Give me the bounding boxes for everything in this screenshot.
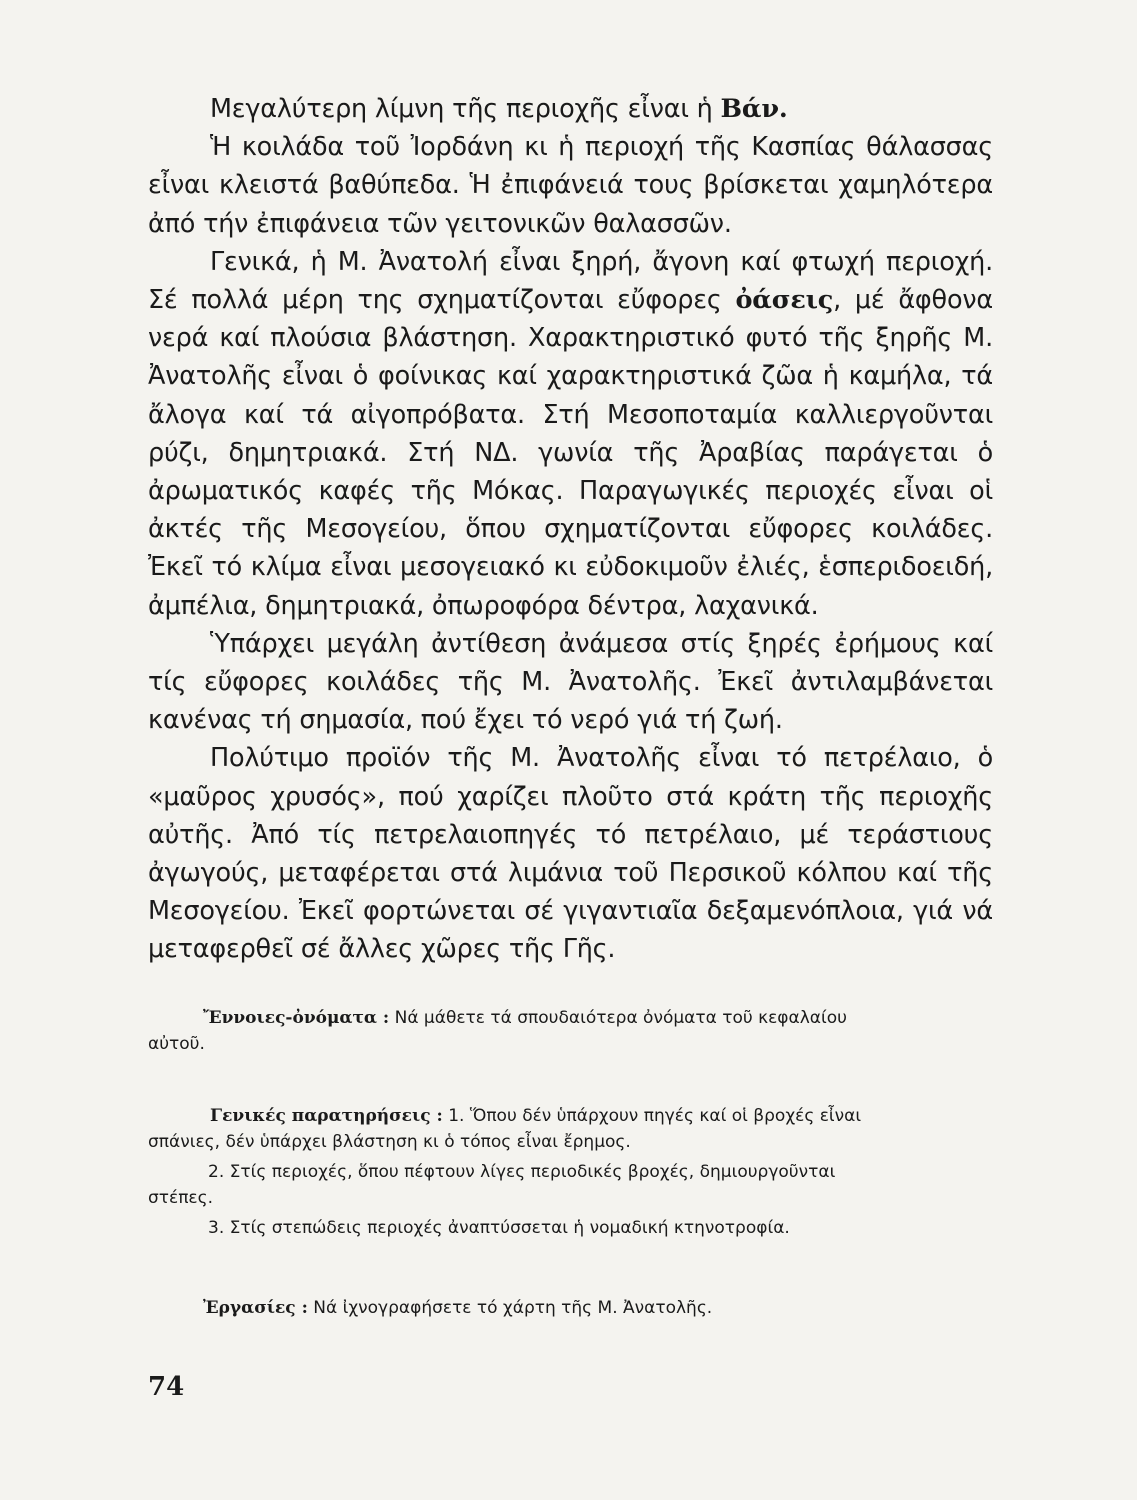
note-general-2-cont: στέπες. xyxy=(148,1188,214,1208)
paragraph-1 xyxy=(148,90,993,128)
paragraph-4: Ὑπάρχει μεγάλη ἀντίθεση ἀνάμεσα στίς ξηρές ἐρήμους καί τίς εὔφορες κοιλάδες τῆς Μ. Ἀνατολῆς. Ἐκεῖ ἀντιλαμβάνεται κανένας τή σημασία, πού ἔχει τό νερό γιά τή ζωή. xyxy=(148,628,993,736)
note-concepts xyxy=(148,1005,993,1057)
note-general-2-text: 2. Στίς περιοχές, ὅπου πέφτουν λίγες περιοδικές βροχές, δημιουργοῦνται xyxy=(208,1162,836,1182)
page-number: 74 xyxy=(148,1372,185,1402)
note-concepts-label: Ἔννοιες-ὀνόματα : xyxy=(203,1008,390,1028)
note-concepts-text: Νά μάθετε τά σπουδαιότερα ὀνόματα τοῦ κεφαλαίου xyxy=(389,1008,847,1028)
note-exercises xyxy=(203,1295,993,1321)
note-general-3: 3. Στίς στεπώδεις περιοχές ἀναπτύσσεται ἡ νομαδική κτηνοτροφία. xyxy=(208,1218,790,1238)
paragraph-2: Ἡ κοιλάδα τοῦ Ἰορδάνη κι ἡ περιοχή τῆς Κασπίας θάλασσας εἶναι κλειστά βαθύπεδα. Ἡ ἐπιφάνειά τους βρίσκεται χαμηλότερα ἀπό τήν ἐπιφάνεια τῶν γειτονικῶν θαλασσῶν. xyxy=(148,132,993,239)
bold-term-oases: ὀάσεις xyxy=(735,285,834,316)
note-exercises-text: Νά ἰχνογραφήσετε τό χάρτη τῆς Μ. Ἀνατολῆς. xyxy=(307,1298,713,1318)
note-concepts-cont: αὐτοῦ. xyxy=(148,1034,205,1054)
bold-term-van: Βάν. xyxy=(720,94,788,124)
note-general-1-cont: σπάνιες, δέν ὑπάρχει βλάστηση κι ὁ τόπος εἶναι ἔρημος. xyxy=(148,1132,631,1152)
paragraph-1-text: Μεγαλύτερη λίμνη τῆς περιοχῆς εἶναι ἡ xyxy=(210,94,721,124)
paragraph-3 xyxy=(148,243,993,625)
note-general-1-text: 1. Ὅπου δέν ὑπάρχουν πηγές καί οἱ βροχές εἶναι xyxy=(442,1106,862,1126)
note-general-label: Γενικές παρατηρήσεις : xyxy=(210,1106,443,1126)
paragraph-5: Πολύτιμο προϊόν τῆς Μ. Ἀνατολῆς εἶναι τό πετρέλαιο, ὁ «μαῦρος χρυσός», πού χαρίζει πλοῦτο στά κράτη τῆς περιοχῆς αὐτῆς. Ἀπό τίς πετρελαιοπηγές τό πετρέλαιο, μέ τεράστιους ἀγωγούς, μεταφέρεται στά λιμάνια τοῦ Περσικοῦ κόλπου καί τῆς Μεσογείου. Ἐκεῖ φορτώνεται σέ γιγαντιαῖα δεξαμενόπλοια, γιά νά μεταφερθεῖ σέ ἄλλες χῶρες τῆς Γῆς. xyxy=(148,743,993,965)
main-text xyxy=(148,90,993,969)
paragraph-3-text-a: Γενικά, ἡ Μ. Ἀνατολή εἶναι ξηρή, ἄγονη καί φτωχή περιοχή. Σέ πολλά μέρη της σχηματίζονται εὔφορες xyxy=(148,246,993,316)
note-general-1 xyxy=(148,1103,993,1155)
paragraph-3-text-b: , μέ ἄφθονα νερά καί πλούσια βλάστηση. Χαρακτηριστικό φυτό τῆς ξηρῆς Μ. Ἀνατολῆς εἶναι ὁ φοίνικας καί χαρακτηριστικά ζῶα ἡ καμήλα, τά ἄλογα καί τά αἰγοπρόβατα. Στή Μεσοποταμία καλλιεργοῦνται ρύζι, δημητριακά. Στή ΝΔ. γωνία τῆς Ἀραβίας παράγεται ὁ ἀρωματικός καφές τῆς Μόκας. Παραγωγικές περιοχές εἶναι οἱ ἀκτές τῆς Μεσογείου, ὅπου σχηματίζονται εὔφορες κοιλάδες. Ἐκεῖ τό κλίμα εἶναι μεσογειακό κι εὐδοκιμοῦν ἐλιές, ἑσπεριδοειδή, ἀμπέλια, δημητριακά, ὀπωροφόρα δέντρα, λαχανικά. xyxy=(148,285,994,621)
note-general-2 xyxy=(148,1159,993,1211)
note-exercises-label: Ἐργασίες : xyxy=(203,1298,308,1318)
